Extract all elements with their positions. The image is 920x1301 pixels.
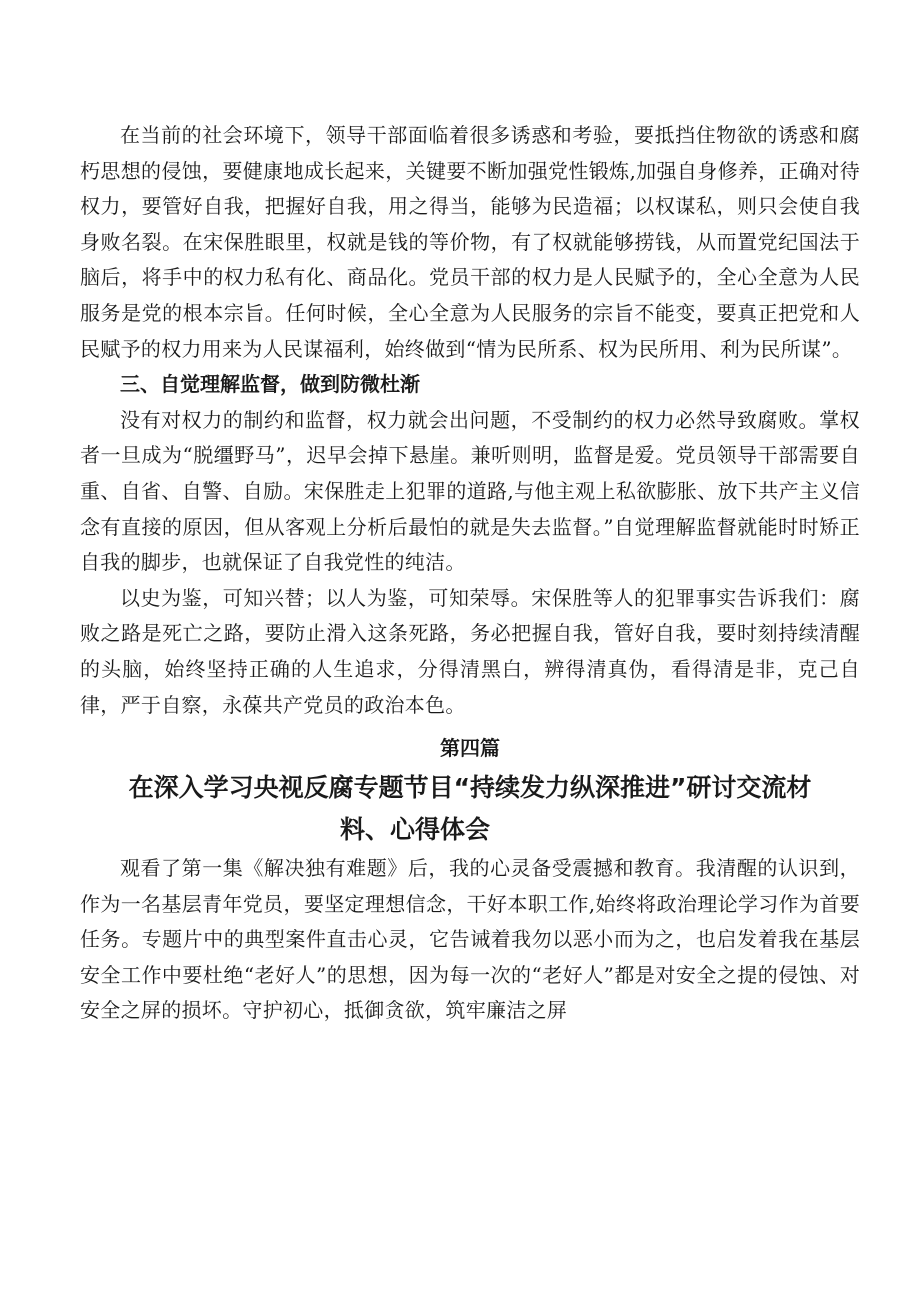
- section-heading: 三、自觉理解监督，做到防微杜渐: [120, 372, 420, 397]
- article-title-line-2: 料、心得体会: [339, 815, 490, 845]
- article-title: [80, 767, 860, 851]
- article-title-line-1: 在深入学习央视反腐专题节目“持续发力纵深推进”研讨交流材: [128, 773, 812, 803]
- body-paragraph-power: 在当前的社会环境下，领导干部面临着很多诱惑和考验，要抵挡住物欲的诱惑和腐朽思想的侵蚀，要健康地成长起来，关键要不断加强党性锻炼,加强自身修养，正确对待权力，要管好自我，把握好自我，用之得当，能够为民造福；以权谋私，则只会使自我身败名裂。在宋保胜眼里，权就是钱的等价物，有了权就能够捞钱，从而置党纪国法于脑后，将手中的权力私有化、商品化。党员干部的权力是人民赋予的，全心全意为人民服务是党的根本宗旨。任何时候，全心全意为人民服务的宗旨不能变，要真正把党和人民赋予的权力用来为人民谋福利，始终做到“情为民所系、权为民所用、利为民所谋”。: [80, 123, 860, 361]
- body-paragraph-supervision: 没有对权力的制约和监督，权力就会出问题，不受制约的权力必然导致腐败。掌权者一旦成为“脱缰野马”，迟早会掉下悬崖。兼听则明，监督是爱。党员领导干部需要自重、自省、自警、自励。宋保胜走上犯罪的道路,与他主观上私欲膨胀、放下共产主义信念有直接的原因，但从客观上分析后最怕的就是失去监督。”自觉理解监督就能时时矫正自我的脚步，也就保证了自我党性的纯洁。: [80, 407, 860, 575]
- body-paragraph-reflection: 观看了第一集《解决独有难题》后，我的心灵备受震撼和教育。我清醒的认识到，作为一名基层青年党员，要坚定理想信念，干好本职工作,始终将政治理论学习作为首要任务。专题片中的典型案件直击心灵，它告诫着我勿以恶小而为之，也启发着我在基层安全工作中要杜绝“老好人”的思想，因为每一次的“老好人”都是对安全之提的侵蚀、对安全之屏的损坏。守护初心，抵御贪欲，筑牢廉洁之屏: [80, 856, 860, 1023]
- body-paragraph-history: 以史为鉴，可知兴替；以人为鉴，可知荣辱。宋保胜等人的犯罪事实告诉我们：腐败之路是死亡之路，要防止滑入这条死路，务必把握自我，管好自我，要时刻持续清醒的头脑，始终坚持正确的人生追求，分得清黑白，辨得清真伪，看得清是非，克己自律，严于自察，永葆共产党员的政治本色。: [80, 585, 860, 717]
- article-label: 第四篇: [440, 736, 500, 761]
